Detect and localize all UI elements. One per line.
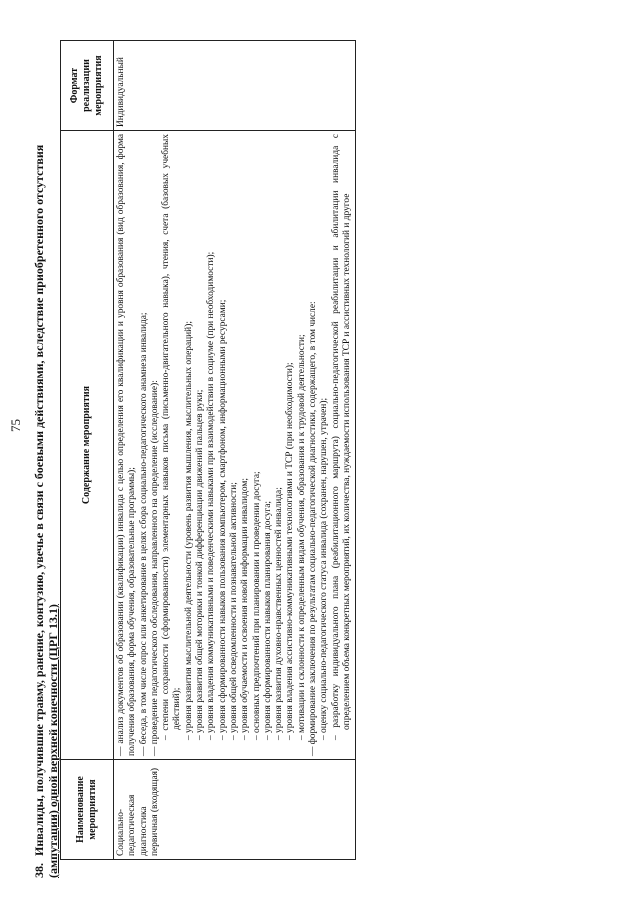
- content-line: – уровня развития общей моторики и тонкой дифференциации движений пальцев руки;: [195, 389, 206, 740]
- content-line: – оценку социально-педагогического статуса инвалида (сохранен, нарушен, утрачен);: [319, 397, 330, 740]
- content-line: — формирование заключения по результатам социально-педагогической диагностики, содержащего, в том числе:: [308, 301, 319, 756]
- measure-format: Индивидуальный: [114, 41, 356, 131]
- content-line: – уровня сформированности навыков планирования досуга;: [262, 500, 273, 740]
- page-number: 75: [8, 419, 23, 432]
- content-line: — беседа, в том числе опрос или анкетирование в целях сбора социально-педагогического анамнеза инвалида;: [138, 312, 149, 756]
- content-line: – уровня общей осведомленности и познавательной активности;: [228, 482, 239, 740]
- content-line: – основных предпочтений при планировании и проведении досуга;: [251, 471, 262, 740]
- section-heading: [32, 18, 60, 878]
- header-format: Формат реализации мероприятия: [61, 41, 114, 131]
- content-line: – уровня развития духовно-нравственных ценностей инвалида;: [274, 487, 285, 740]
- header-content: Содержание мероприятия: [61, 131, 114, 760]
- heading-line-1: Инвалиды, получившие травму, ранение, контузию, увечье в связи с боевыми действиями, вследствие приобретенного отсутствия: [32, 144, 46, 856]
- section-number: 38.: [32, 863, 46, 878]
- heading-line-2: (ампутации) одной верхней конечности (ЦРГ 13.1): [46, 604, 60, 878]
- table-row: [114, 41, 356, 860]
- measures-table: [60, 40, 356, 860]
- header-name: Наименование мероприятия: [61, 760, 114, 860]
- content-line: – уровня развития мыслительной деятельности (уровень развития мышления, мыслительных операций);: [183, 321, 194, 740]
- content-line: – степени сохранности (сформированности) элементарных навыков письма (письменно-двигательного навыка), чтения, счета (базовых учебных действий);: [161, 134, 183, 740]
- content-line: – уровня сформированности навыков пользования компьютером, смартфоном, информационными ресурсами;: [217, 299, 228, 740]
- measure-content: [114, 131, 356, 760]
- content-line: – уровня владения ассистивно-коммуникативными технологиями и ТСР (при необходимости);: [285, 362, 296, 740]
- table-header-row: [61, 41, 114, 860]
- measure-name: Социально-педагогическая диагностика первичная (входящая): [114, 760, 356, 860]
- content-line: — анализ документов об образовании (квалификации) инвалида с целью определения его квалификации и уровня образования (вид образования, форма получения образования, форма обучения, образовательные программы);: [116, 134, 138, 756]
- content-line: – уровня владения коммуникативными и поведенческими навыками при взаимодействии в социуме (при необходимости);: [206, 251, 217, 740]
- content-line: — проведение педагогического обследования, направленного на определение (исследование):: [149, 380, 160, 756]
- content-line: – разработку индивидуального плана (реабилитационного маршрута) социально-педагогической реабилитации и абилитации инвалида с определением объема конкретных мероприятий, их количества, нуждаемости использования ТСР и ассистивных технологий и другое: [330, 134, 352, 740]
- content-line: – уровня обучаемости и освоения новой информации инвалидом;: [240, 478, 251, 740]
- content-line: – мотивации и склонности к определенным видам обучения, образования и к трудовой деятельности;: [296, 334, 307, 740]
